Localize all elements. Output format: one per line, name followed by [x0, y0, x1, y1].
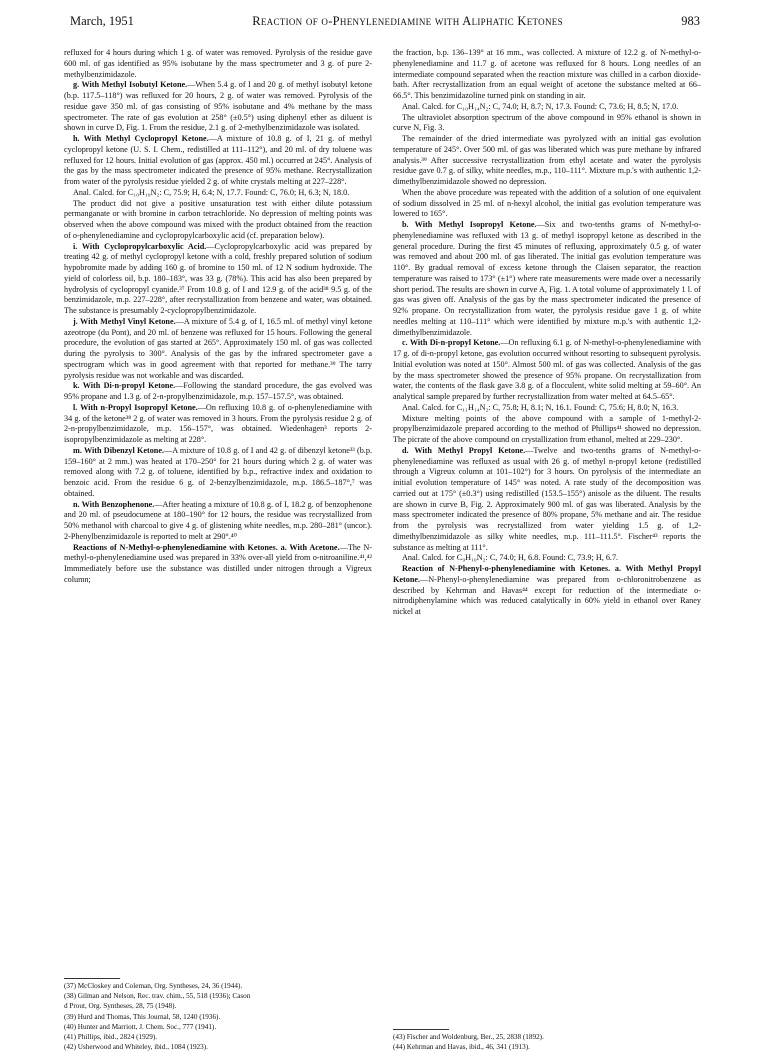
footnote-rule-left	[64, 978, 120, 979]
section-heading: j. With Methyl Vinyl Ketone.	[73, 316, 176, 326]
paragraph: h. With Methyl Cyclopropyl Ketone.—A mixture of 10.8 g. of I, 21 g. of methyl cyclopropyl ketone (U. S. I. Chem., redistilled at 111–112°), and 20 ml. of dry toluene was refluxed for 12 hours. Initial evolution of gas (approx. 450 ml.) occurred at 245°. Analysis of the gas by the mass spectrometer indicated the presence of 95% methane. Recrystallization from water of the pyrolysis residue yielded 2 g. of white crystals melting at 227–228°.	[64, 134, 372, 186]
header-date: March, 1951	[70, 14, 134, 28]
footnote-rule-right	[393, 1029, 449, 1030]
paragraph: The ultraviolet absorption spectrum of the above compound in 95% ethanol is shown in curve N, Fig. 3.	[393, 112, 701, 133]
section-heading: h. With Methyl Cyclopropyl Ketone.	[73, 134, 209, 143]
section-heading: k. With Di-n-propyl Ketone.	[73, 381, 176, 391]
footnote: (38) Gilman and Nelson, Rec. trav. chim., 55, 518 (1936); Cason	[64, 992, 251, 1001]
right-column	[393, 48, 701, 618]
section-heading: m. With Dibenzyl Ketone.	[73, 445, 165, 455]
paragraph: m. With Dibenzyl Ketone.—A mixture of 10.8 g. of I and 42 g. of dibenzyl ketone³³ (b.p. 159–160° at 2 mm.) was heated at 170–250° for 21 hours during which 2 g. of water was removed along with 7.2 g. of toluene, identified by b.p., refractive index and oxidation to benzoic acid. From the residue 6 g. of 2-benzylbenzimidazole, m.p. 186.5–187°,⁷ was obtained.	[64, 445, 372, 498]
section-heading: g. With Methyl Isobutyl Ketone.	[73, 80, 188, 90]
header-page-number: 983	[681, 14, 700, 28]
footnote: (40) Hunter and Marriott, J. Chem. Soc., 777 (1941).	[64, 1022, 217, 1031]
section-heading: Reactions of N-Methyl-o-phenylenediamine with Ketones. a. With Acetone.	[73, 542, 340, 552]
paragraph: c. With Di-n-propyl Ketone.—On refluxing 6.1 g. of N-methyl-o-phenylenediamine with 17 g. of di-n-propyl ketone, gas evolution occurred without resorting to subsequent pyrolysis. Initial evolution was noted at 150°. Almost 500 ml. of gas was collected. Analysis of the gas by the mass spectrometer showed the presence of 95% propane. On recrystallization from water, the contents of the flask gave 3.8 g. of a flocculent, white solid melting at 59–60°. An analytical sample prepared by further recrystallization from water melted at 64.5–65°.	[393, 338, 702, 401]
paragraph: Anal. Calcd. for C₉H₁₀N₂: C, 74.0; H, 6.8. Found: C, 73.9; H, 6.7.	[402, 553, 619, 563]
section-heading: b. With Methyl Isopropyl Ketone.	[402, 220, 537, 229]
header-title: Reaction of o-Phenylenediamine with Aliphatic Ketones	[252, 14, 563, 28]
paragraph: d. With Methyl Propyl Ketone.—Twelve and two-tenths grams of N-methyl-o-phenylenediamine was refluxed as usual with 26 g. of methyl n-propyl ketone (redistilled through a Vigreux column at 101–102°) for 3 hours. On pyrolysis of the intermediate an initial evolution temperature of 145° was noted. A rate study of the decomposition was carried out at 175° (±0.3°) using redistilled (153.5–155°) anisole as the diluent. The results are shown in curve B, Fig. 2. Approximately 900 ml. of gas was liberated. Analysis by the mass spectrometer indicated the presence of 80% propane, 5% methane and air. The residue from the pyrolysis was recrystallized from water yielding 1.5 g. of 1,2-dimethylbenzimidazole as silky white needles, m.p. 111–111.5°. Fischer⁴³ reports the substance as melting at 111°.	[393, 445, 701, 552]
paragraph: the fraction, b.p. 136–139° at 16 mm., was collected. A mixture of 12.2 g. of N-methyl-o-phenylenediamine and 11.7 g. of acetone was refluxed for 8 hours. Long needles of an intermediate compound separated when the reaction mixture was chilled in a carbon dioxide-bath. After recrystallization from an equal weight of acetone the substance melted at 66–66.5°. This benzimidazoline turned pink on standing in air.	[393, 48, 701, 100]
paragraph: The product did not give a positive unsaturation test with either dilute potassium permanganate or with bromine in carbon tetrachloride. No depression of melting points was observed when the above compound was mixed with the product obtained from the reaction of o-phenylenediamine and cyclopropylcarboxylic acid (cf. preparation below).	[64, 198, 372, 240]
paragraph: Reactions of N-Methyl-o-phenylenediamine with Ketones. a. With Acetone.—The N-methyl-o-phenylenediamine used was prepared in 33% over-all yield from o-nitroaniline.⁴¹,⁴² Immmediately before use the substance was distilled under nitrogen through a Vigreux column;	[64, 542, 372, 584]
footnote: (41) Phillips, ibid., 2824 (1929).	[64, 1033, 158, 1042]
paragraph: Reaction of N-Phenyl-o-phenylenediamine with Ketones. a. With Methyl Propyl Ketone.—N-Phenyl-o-phenylenediamine was prepared from o-chloronitrobenzene as described by Kehrman and Havas⁴⁴ except for reduction of the intermediate o-nitrodiphenylamine which was reduced catalytically in 60% yield in ethanol over Raney nickel at	[393, 564, 701, 616]
section-heading: c. With Di-n-propyl Ketone.	[402, 338, 501, 348]
paragraph: k. With Di-n-propyl Ketone.—Following the standard procedure, the gas evolved was 95% propane and 1.3 g. of 2-n-propylbenzimidazole, m.p. 157–157.5°, was obtained.	[64, 381, 373, 401]
footnote: d Prout, Org. Syntheses, 28, 75 (1948).	[64, 1002, 177, 1011]
left-footnotes	[64, 981, 372, 1052]
paragraph: l. With n-Propyl Isopropyl Ketone.—On refluxing 10.8 g. of o-phenylenediamine with 34 g. of the ketone³⁸ 2 g. of water was removed in 3 hours. From the pyrolysis residue 2 g. of 2-n-propylbenzimidazole, m.p. 156–157°, was obtained. Wiedenhagen³ reports 2-isopropylbenzimidazole as melting at 228°.	[64, 402, 372, 444]
paragraph: i. With Cyclopropylcarboxylic Acid.—Cyclopropylcarboxylic acid was prepared by treating 42 g. of methyl cyclopropyl ketone with a cold, freshly prepared solution of sodium hypobromite made by adding 160 g. of bromine to 150 ml. of 12 N sodium hydroxide. The yield of colorless oil, b.p. 180–183°, was 33 g. (78%). This acid has also been prepared by hydrolysis of cyclopropyl cyanide.³⁷ From 10.8 g. of I and 12.9 g. of the acid³⁸ 9.5 g. of the benzimidazole, m.p. 227–228°, after recrystallization from benzene and water, was obtained. The substance is presumably 2-cyclopropylbenzimidazole.	[64, 241, 373, 315]
paragraph: g. With Methyl Isobutyl Ketone.—When 5.4 g. of I and 20 g. of methyl isobutyl ketone (b.p. 117.5–118°) was refluxed for 20 hours, 2 g. of water was removed. Pyrolysis of the residue gave 350 ml. of gas consisting of 95% isobutane and 4% methane by the mass spectrometer. The rate of gas evolution at 258° (±0.5°) using diphenyl ether as diluent is shown in curve D, Fig. 1. From the residue, 2.1 g. of 2-methylbenzimidazole was isolated.	[64, 80, 372, 133]
footnote: (43) Fischer and Woldenburg, Ber., 25, 2838 (1892).	[393, 1033, 544, 1041]
paragraph: The remainder of the dried intermediate was pyrolyzed with an initial gas evolution temperature of 245°. Over 500 ml. of gas was liberated which was pure methane by infrared analysis.³⁹ After successive recrystallization from ethyl acetate and water the pyrolysis residue gave 0.7 g. of silky, white needles, m.p., 110–111°. Mixture m.p.'s with authentic 1,2-dimethylbenzimidazole showed no depression.	[393, 134, 701, 186]
paragraph: b. With Methyl Isopropyl Ketone.—Six and two-tenths grams of N-methyl-o-phenylenediamine was refluxed with 13 g. of methyl isopropyl ketone as described in the general procedure. During the first 45 minutes of refluxing, approximately 0.5 g. of water was removed and about 200 ml. of gas liberated. The initial gas evolution temperature was 110°. By gradual removal of excess ketone through the Claisen separator, the reaction temperature was raised to 173° (±1°) where rate measurements were made over a necessarily short period. The results are shown in curve A, Fig. 1. A total volume of approximately 1 l. of gas was given off. Analysis of the gas by the mass spectrometer indicated the presence of 92% propane. On recrystallization from water, the pyrolysis residue gave 1 g. of white needles melting at 110–111° which were identified by mixture m.p.'s with authentic 1,2-dimethylbenzimidazole.	[393, 220, 701, 337]
paragraph: Anal. Calcd. for C₁₀H₁₀N₂: C, 75.9; H, 6.4; N, 17.7. Found: C, 76.0; H, 6.3; N, 18.0.	[73, 187, 350, 197]
right-footnotes	[393, 1032, 701, 1052]
left-column	[64, 48, 372, 586]
section-heading: d. With Methyl Propyl Ketone.	[402, 445, 526, 455]
footnote: (42) Usherwood and Whiteley, ibid., 1084 (1923).	[64, 1043, 208, 1052]
paragraph: refluxed for 4 hours during which 1 g. of water was removed. Pyrolysis of the residue gave 600 ml. of gas identified as 95% isobutane by the mass spectrometer and 3 g. of pure 2-methylbenzimidazole.	[64, 48, 372, 79]
paragraph: j. With Methyl Vinyl Ketone.—A mixture of 5.4 g. of I, 16.5 ml. of methyl vinyl ketone azeotrope (du Pont), and 20 ml. of benzene was refluxed for 15 hours. Following the general procedure, the evolution of gas started at 265°. Approximately 150 ml. of gas was collected during the pyrolysis to 300°. Analysis of the gas by the infrared spectrometer gave a spectrogram which was in good agreement with that reported for methane.³⁹ The tarry pyrolysis residue was not workable and was discarded.	[64, 316, 372, 380]
paragraph: n. With Benzophenone.—After heating a mixture of 10.8 g. of I, 18.2 g. of benzophenone and 20 ml. of pseudocumene at 180–190° for 12 hours, the residue was recrystallized from 50% methanol with charcoal to give 4 g. of glistening white needles, m.p. 280–281° (uncor.). 2-Phenylbenzimidazole is reported to melt at 290°.⁴⁰	[64, 499, 372, 541]
section-heading: l. With n-Propyl Isopropyl Ketone.	[73, 402, 198, 412]
paragraph: Mixture melting points of the above compound with a sample of 1-methyl-2-propylbenzimidazole prepared according to the method of Phillips⁴¹ showed no depression. The picrate of the above compound on crystallization from ethanol, melted at 229–230°.	[393, 413, 701, 444]
footnote: (44) Kehrman and Havas, ibid., 46, 341 (1913).	[393, 1043, 530, 1052]
paragraph: Anal. Calcd. for C₁₀H₁₄N₂: C, 74.0; H, 8.7; N, 17.3. Found: C, 73.6; H, 8.5; N, 17.0.	[402, 101, 679, 111]
footnote: (39) Hurd and Thomas, This Journal, 58, 1240 (1936).	[64, 1012, 221, 1021]
paragraph: When the above procedure was repeated with the addition of a solution of one equivalent of sodium dissolved in 25 ml. of n-hexyl alcohol, the initial gas evolution temperature was lowered to 165°.	[393, 187, 701, 219]
section-heading: n. With Benzophenone.	[73, 499, 155, 509]
footnote: (37) McCloskey and Coleman, Org. Syntheses, 24, 36 (1944).	[64, 982, 243, 990]
paragraph: Anal. Calcd. for C₁₁H₁₄N₂: C, 75.8; H, 8.1; N, 16.1. Found: C, 75.6; H, 8.0; N, 16.3.	[402, 402, 679, 412]
section-heading: i. With Cyclopropylcarboxylic Acid.	[73, 241, 207, 251]
running-header	[70, 14, 700, 32]
section-heading: Reaction of N-Phenyl-o-phenylenediamine with Ketones. a. With Methyl Propyl Ketone.	[393, 564, 701, 584]
